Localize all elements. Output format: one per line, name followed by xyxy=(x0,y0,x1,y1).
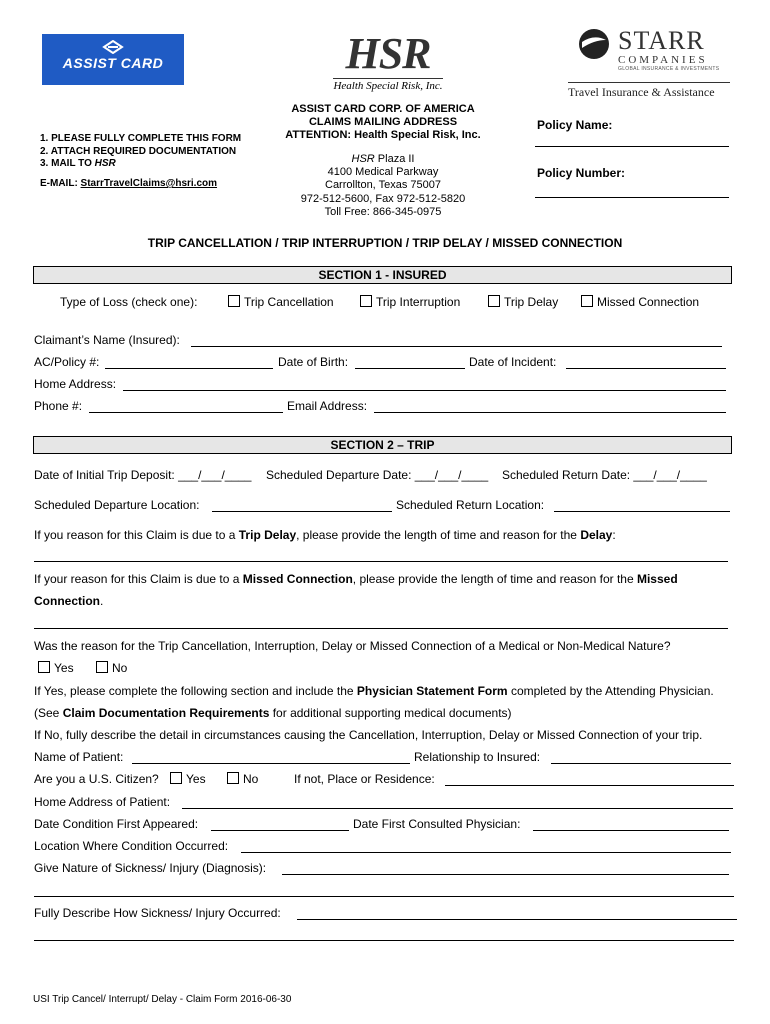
residence-label: If not, Place or Residence: xyxy=(294,772,435,786)
initial-deposit-field[interactable]: Date of Initial Trip Deposit: ___/___/____ xyxy=(34,468,252,482)
nature-label: Give Nature of Sickness/ Injury (Diagnosis): xyxy=(34,861,267,875)
if-yes-instruction: If Yes, please complete the following section and include the Physician Statement Form completed by the Attending Physician. xyxy=(34,684,714,698)
section-2-header: SECTION 2 – TRIP xyxy=(33,436,732,454)
trip-delay-checkbox[interactable] xyxy=(488,295,500,307)
starr-companies: COMPANIES xyxy=(618,54,708,66)
missed-connection-answer-field[interactable] xyxy=(34,628,728,629)
instruction-step-2: 2. ATTACH REQUIRED DOCUMENTATION xyxy=(40,145,237,157)
trip-delay-answer-field[interactable] xyxy=(34,561,728,562)
instruction-step-1: 1. PLEASE FULLY COMPLETE THIS FORM xyxy=(40,133,242,144)
medical-no-option: No xyxy=(96,661,127,675)
patient-home-label: Home Address of Patient: xyxy=(34,795,171,809)
section-1-header: SECTION 1 - INSURED xyxy=(33,266,732,284)
doi-label: Date of Incident: xyxy=(469,355,557,369)
hsr-logo xyxy=(333,29,443,92)
trip-interruption-checkbox[interactable] xyxy=(360,295,372,307)
starr-globe-icon xyxy=(578,28,610,60)
option-trip-delay: Trip Delay xyxy=(488,295,558,309)
residence-field[interactable] xyxy=(445,785,734,786)
ac-policy-field[interactable] xyxy=(105,368,273,369)
medical-no-checkbox[interactable] xyxy=(96,661,108,673)
mailing-line-2: CLAIMS MAILING ADDRESS xyxy=(308,116,458,128)
policy-number-label: Policy Number: xyxy=(537,166,626,180)
option-missed-connection: Missed Connection xyxy=(581,295,699,309)
departure-location-label: Scheduled Departure Location: xyxy=(34,498,200,512)
form-title: TRIP CANCELLATION / TRIP INTERRUPTION / TRIP DELAY / MISSED CONNECTION xyxy=(147,236,623,250)
if-no-instruction: If No, fully describe the detail in circumstances causing the Cancellation, Interruption, Delay or Missed Connection of your trip. xyxy=(34,728,703,742)
trip-delay-question: If you reason for this Claim is due to a Trip Delay, please provide the length of time and reason for the Delay: xyxy=(34,528,616,542)
mailing-plaza: HSR Plaza II xyxy=(351,153,415,165)
phone-label: Phone #: xyxy=(34,399,83,413)
instructions xyxy=(40,133,241,171)
starr-travel-tagline: Travel Insurance & Assistance xyxy=(568,82,730,100)
starr-name: STARR xyxy=(618,26,705,55)
first-consulted-field[interactable] xyxy=(533,830,729,831)
email-contact xyxy=(40,178,217,189)
describe-field[interactable] xyxy=(297,919,737,920)
first-consulted-label: Date First Consulted Physician: xyxy=(353,817,521,831)
dob-label: Date of Birth: xyxy=(278,355,349,369)
claimant-name-field[interactable] xyxy=(191,346,722,347)
location-condition-label: Location Where Condition Occurred: xyxy=(34,839,229,853)
policy-name-label: Policy Name: xyxy=(537,118,613,132)
departure-location-field[interactable] xyxy=(212,511,392,512)
email-address-label: Email Address: xyxy=(287,399,368,413)
assist-card-logo xyxy=(42,34,184,85)
return-location-label: Scheduled Return Location: xyxy=(396,498,545,512)
nature-field-continued[interactable] xyxy=(34,896,734,897)
home-address-label: Home Address: xyxy=(34,377,117,391)
phone-field[interactable] xyxy=(89,412,283,413)
missed-connection-checkbox[interactable] xyxy=(581,295,593,307)
medical-nature-question: Was the reason for the Trip Cancellation, Interruption, Delay or Missed Connection of a Medical or Non-Medical Nature? xyxy=(34,639,671,653)
condition-first-label: Date Condition First Appeared: xyxy=(34,817,199,831)
citizen-no-checkbox[interactable] xyxy=(227,772,239,784)
policy-name-field[interactable] xyxy=(535,146,729,147)
mailing-line-1: ASSIST CARD CORP. OF AMERICA xyxy=(291,103,475,115)
location-condition-field[interactable] xyxy=(241,852,731,853)
mailing-street: 4100 Medical Parkway xyxy=(327,166,439,179)
hsr-logo-text: HSR xyxy=(345,29,431,78)
missed-connection-question: If your reason for this Claim is due to a Missed Connection, please provide the length of time and reason for the Missed xyxy=(34,572,678,586)
email-link[interactable]: StarrTravelClaims@hsri.com xyxy=(80,178,218,189)
ac-policy-label: AC/Policy #: xyxy=(34,355,100,369)
home-address-field[interactable] xyxy=(123,390,726,391)
form-footer: USI Trip Cancel/ Interrupt/ Delay - Claim Form 2016-06-30 xyxy=(33,994,292,1005)
dob-field[interactable] xyxy=(355,368,465,369)
assist-card-emblem-icon xyxy=(102,40,124,54)
scheduled-departure-field[interactable]: Scheduled Departure Date: ___/___/____ xyxy=(266,468,489,482)
instruction-step-3: 3. MAIL TO HSR xyxy=(40,158,116,169)
return-location-field[interactable] xyxy=(554,511,730,512)
starr-tagline: GLOBAL INSURANCE & INVESTMENTS xyxy=(618,66,720,72)
missed-connection-question-cont: Connection. xyxy=(34,594,104,608)
scheduled-return-field[interactable]: Scheduled Return Date: ___/___/____ xyxy=(502,468,707,482)
mailing-header xyxy=(270,103,496,142)
citizen-yes-checkbox[interactable] xyxy=(170,772,182,784)
describe-field-continued[interactable] xyxy=(34,940,734,941)
us-citizen-label: Are you a U.S. Citizen? xyxy=(34,772,159,786)
nature-field[interactable] xyxy=(282,874,729,875)
claimant-name-label: Claimant’s Name (Insured): xyxy=(34,333,180,347)
patient-name-label: Name of Patient: xyxy=(34,750,124,764)
citizen-no-option: No xyxy=(227,772,258,786)
hsr-logo-subtitle: Health Special Risk, Inc. xyxy=(333,80,443,92)
medical-yes-option: Yes xyxy=(38,661,74,675)
policy-number-field[interactable] xyxy=(535,197,729,198)
type-of-loss-label: Type of Loss (check one): xyxy=(60,295,198,309)
medical-yes-checkbox[interactable] xyxy=(38,661,50,673)
email-label: E-MAIL: xyxy=(40,178,81,189)
patient-home-field[interactable] xyxy=(182,808,733,809)
mailing-line-3: ATTENTION: Health Special Risk, Inc. xyxy=(285,129,481,141)
mailing-city: Carrollton, Texas 75007 xyxy=(325,179,441,192)
mailing-address xyxy=(270,153,496,219)
see-documentation-note: (See Claim Documentation Requirements for additional supporting medical documents) xyxy=(34,706,512,720)
relationship-label: Relationship to Insured: xyxy=(414,750,541,764)
patient-name-field[interactable] xyxy=(132,763,410,764)
trip-cancellation-checkbox[interactable] xyxy=(228,295,240,307)
mailing-tollfree: Toll Free: 866-345-0975 xyxy=(324,205,442,218)
email-address-field[interactable] xyxy=(374,412,726,413)
relationship-field[interactable] xyxy=(551,763,731,764)
doi-field[interactable] xyxy=(566,368,726,369)
option-trip-cancellation: Trip Cancellation xyxy=(228,295,334,309)
citizen-yes-option: Yes xyxy=(170,772,206,786)
describe-label: Fully Describe How Sickness/ Injury Occurred: xyxy=(34,906,281,920)
assist-card-logo-text: ASSIST CARD xyxy=(62,55,164,71)
mailing-phone: 972-512-5600, Fax 972-512-5820 xyxy=(300,192,466,205)
condition-first-field[interactable] xyxy=(211,830,349,831)
option-trip-interruption: Trip Interruption xyxy=(360,295,460,309)
